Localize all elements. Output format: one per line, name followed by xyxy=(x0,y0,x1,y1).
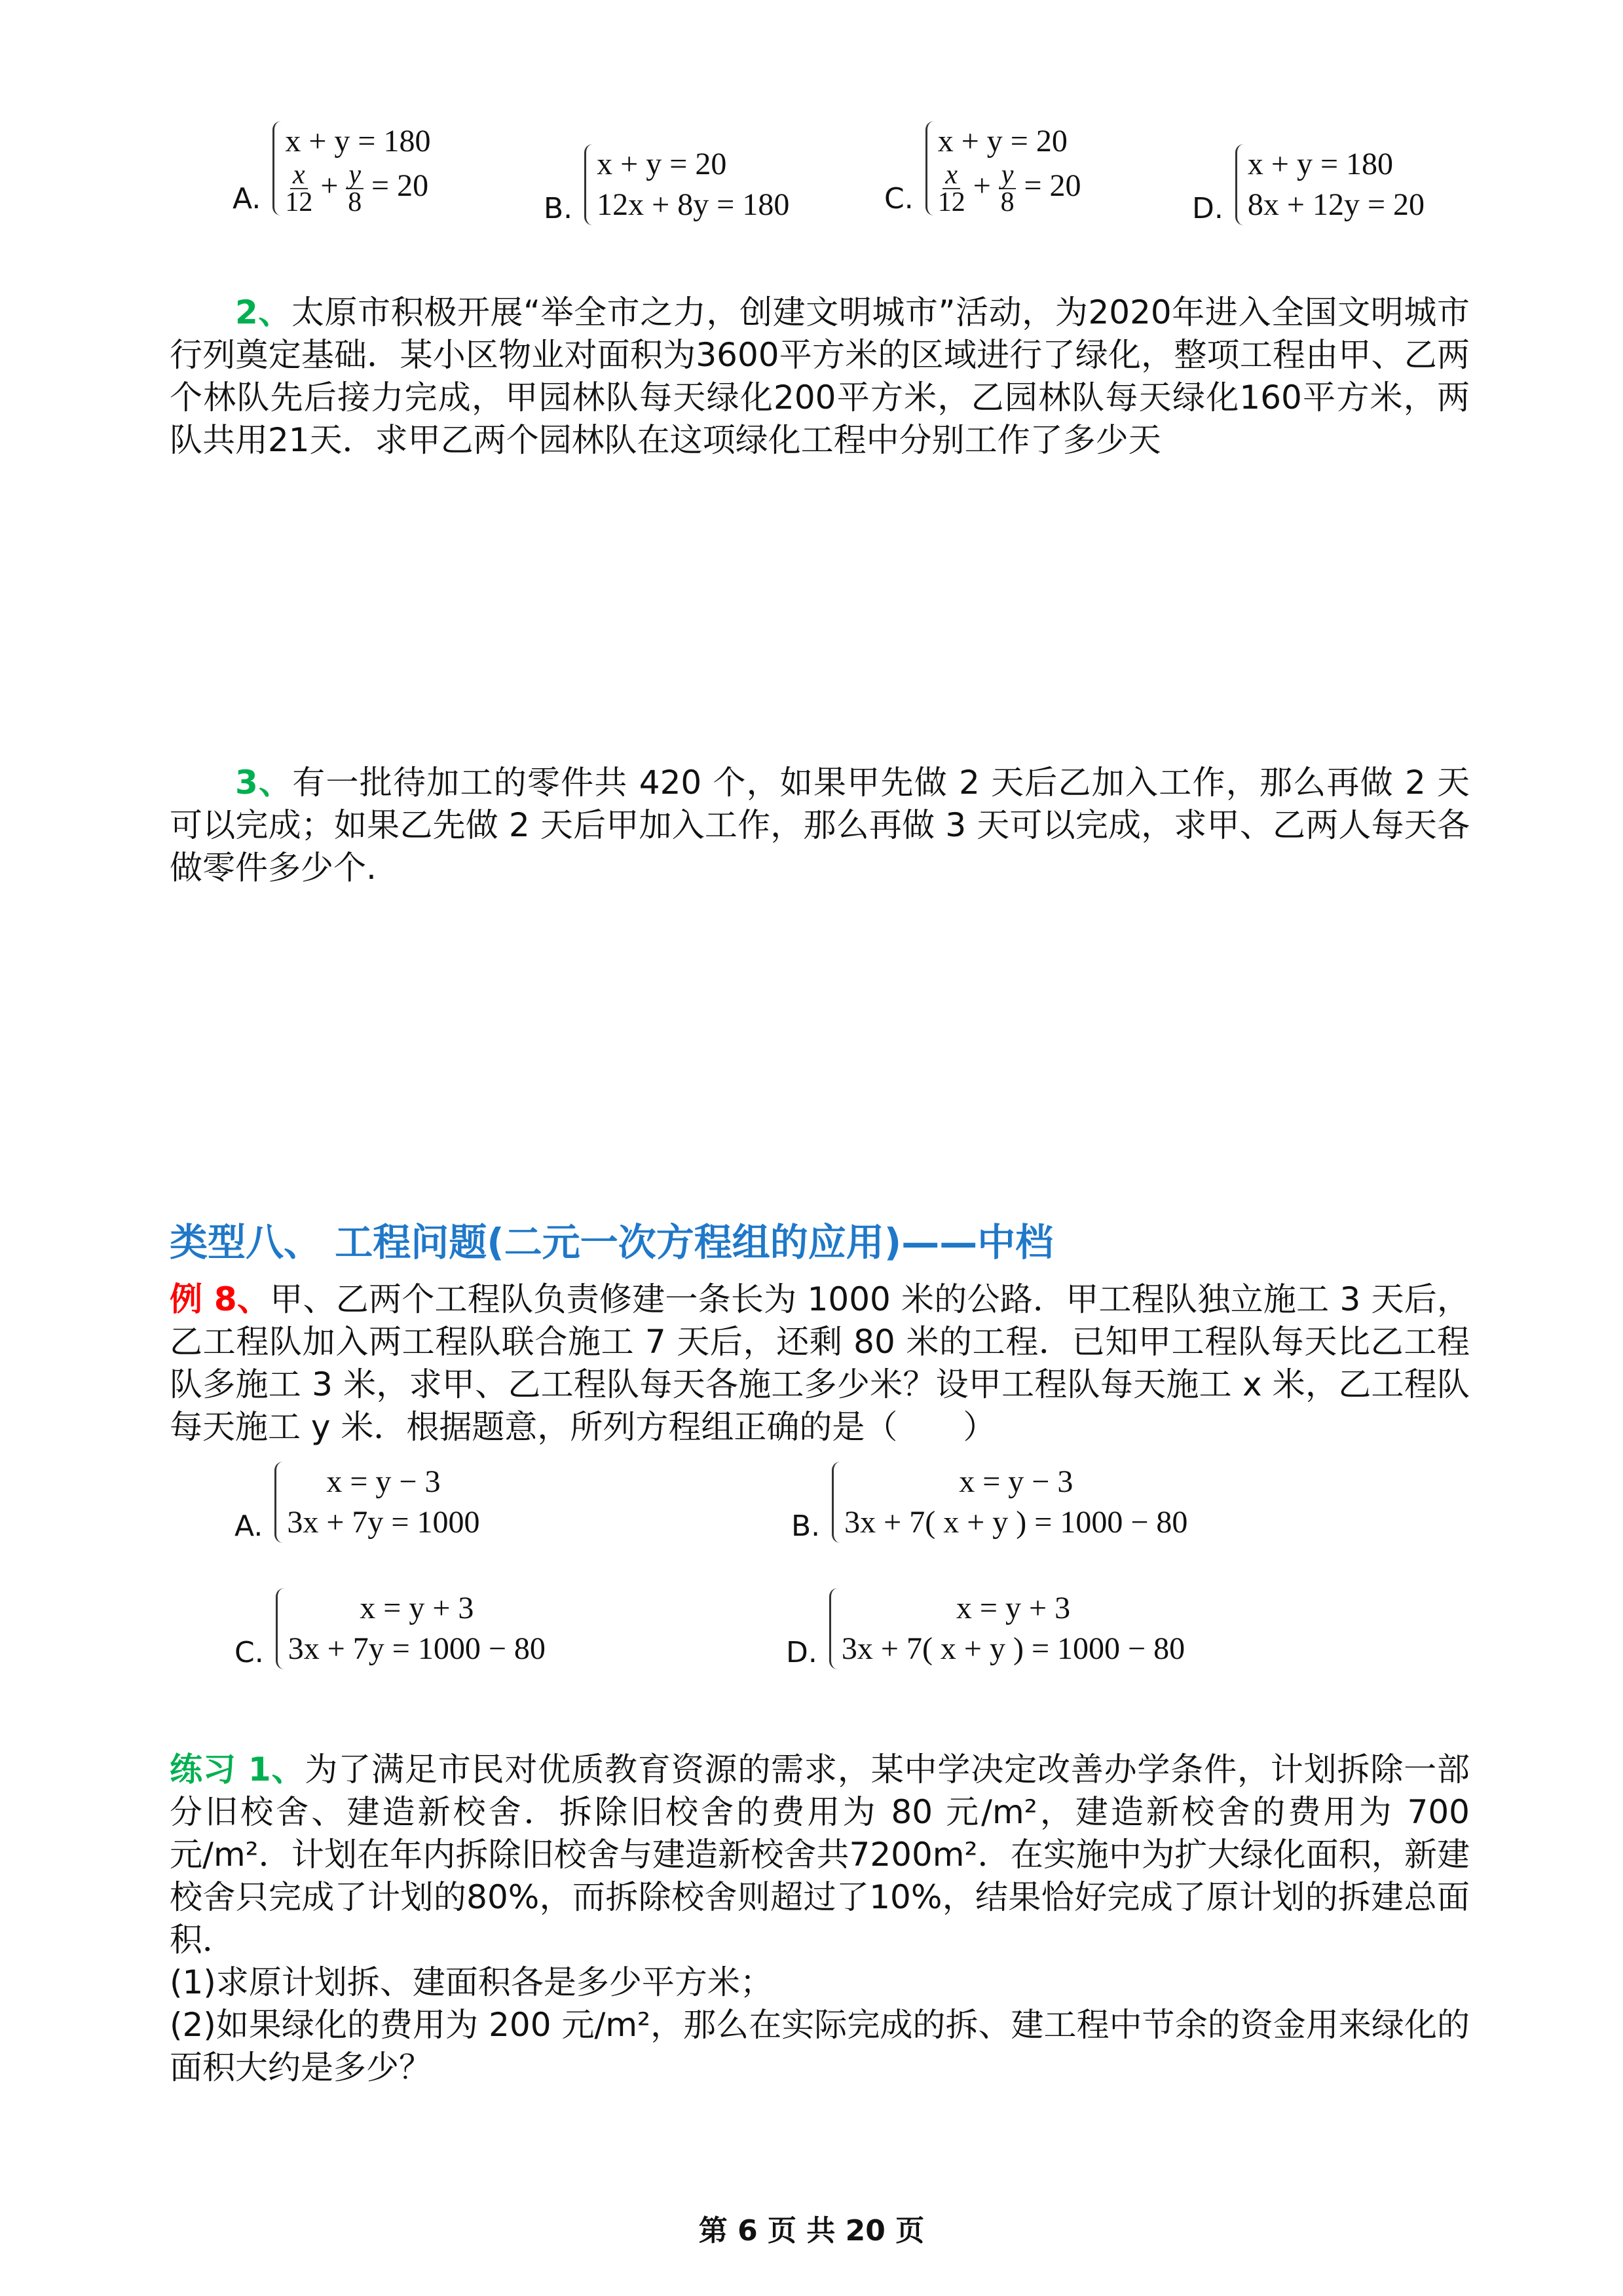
ex8-option-c xyxy=(234,1588,546,1669)
q1-option-a xyxy=(233,121,430,215)
equation: x = y − 3 xyxy=(326,1464,441,1499)
problem-number: 3、 xyxy=(235,764,293,802)
sub-question-2: (2)如果绿化的费用为 200 元/m²，那么在实际完成的拆、建工程中节余的资金用来绿化的面积大约是多少？ xyxy=(170,2006,1470,2086)
equation-system xyxy=(829,1588,1185,1669)
problem-3 xyxy=(170,762,1470,889)
equation-system xyxy=(584,144,789,225)
option-label: C. xyxy=(884,182,914,215)
equation-system xyxy=(276,1588,546,1669)
option-label: C. xyxy=(234,1636,264,1669)
equation: $\frac{x}{12}$ + $\frac{y}{8}$ = 20 xyxy=(937,160,1081,217)
problem-text: 有一批待加工的零件共 420 个，如果甲先做 2 天后乙加入工作，那么再做 2 天可以完成；如果乙先做 2 天后甲加入工作，那么再做 3 天可以完成，求甲、乙两人每天各做零件多少个. xyxy=(170,764,1470,887)
equation-system xyxy=(272,121,430,215)
brace xyxy=(272,121,281,215)
equation: 3x + 7y = 1000 xyxy=(287,1505,480,1540)
equation: x = y + 3 xyxy=(956,1591,1071,1625)
equation: x + y = 180 xyxy=(1247,147,1394,181)
equation: x = y + 3 xyxy=(360,1591,474,1625)
equation: $\frac{x}{12}$ + $\frac{y}{8}$ = 20 xyxy=(285,160,429,217)
equation: 12x + 8y = 180 xyxy=(597,187,790,222)
option-label: A. xyxy=(233,182,261,215)
option-label: D. xyxy=(786,1636,817,1669)
equation: x = y − 3 xyxy=(959,1464,1073,1499)
equation-system xyxy=(925,121,1081,215)
ex8-option-b xyxy=(791,1462,1187,1543)
option-label: B. xyxy=(544,192,573,225)
example-text: 甲、乙两个工程队负责修建一条长为 1000 米的公路．甲工程队独立施工 3 天后，乙工程队加入两工程队联合施工 7 天后，还剩 80 米的工程．已知甲工程队每天比乙工程队多施工 3 米，求甲、乙工程队每天各施工多少米？设甲工程队每天施工 x 米，乙工程队每天施工 y 米．根据题意，所列方程组正确的是（ ） xyxy=(170,1280,1470,1446)
option-label: D. xyxy=(1192,192,1223,225)
sub-question-1: (1)求原计划拆、建面积各是多少平方米； xyxy=(170,1963,773,2001)
equation: 8x + 12y = 20 xyxy=(1247,187,1425,222)
example-number: 例 8、 xyxy=(170,1280,270,1318)
problem-2 xyxy=(170,291,1470,462)
practice-text: 为了满足市民对优质教育资源的需求，某中学决定改善办学条件，计划拆除一部分旧校舍、建造新校舍．拆除旧校舍的费用为 80 元/m²，建造新校舍的费用为 700 元/m²．计划在年内拆除旧校舍与建造新校舍共7200m²．在实施中为扩大绿化面积，新建校舍只完成了计划的80%，而拆除校舍则超过了10%，结果恰好完成了原计划的拆建总面积． xyxy=(170,1750,1470,1959)
problem-text: 太原市积极开展“举全市之力，创建文明城市”活动，为2020年进入全国文明城市行列奠定基础．某小区物业对面积为3600平方米的区域进行了绿化，整项工程由甲、乙两个林队先后接力完成，甲园林队每天绿化200平方米，乙园林队每天绿化160平方米，两队共用21天．求甲乙两个园林队在这项绿化工程中分别工作了多少天 xyxy=(170,293,1470,459)
equation-system xyxy=(1235,144,1425,225)
ex8-option-a xyxy=(234,1462,479,1543)
option-label: B. xyxy=(791,1509,821,1543)
practice-number: 练习 1、 xyxy=(170,1750,305,1788)
practice-1 xyxy=(170,1749,1470,2089)
equation: x + y = 20 xyxy=(937,124,1068,158)
problem-number: 2、 xyxy=(235,293,291,331)
q1-option-b xyxy=(544,144,789,225)
section-heading: 类型八、 工程问题(二元一次方程组的应用)——中档 xyxy=(170,1220,1054,1265)
ex8-option-d xyxy=(786,1588,1185,1669)
equation: x + y = 180 xyxy=(285,124,431,158)
equation: 3x + 7( x + y ) = 1000 − 80 xyxy=(841,1631,1185,1666)
q1-option-c xyxy=(884,121,1081,215)
equation: 3x + 7( x + y ) = 1000 − 80 xyxy=(844,1505,1188,1540)
equation: 3x + 7y = 1000 − 80 xyxy=(288,1631,546,1666)
equation-system xyxy=(832,1462,1187,1543)
q1-option-d xyxy=(1192,144,1425,225)
option-label: A. xyxy=(234,1509,263,1543)
page-footer: 第 6 页 共 20 页 xyxy=(698,2214,925,2248)
equation: x + y = 20 xyxy=(597,147,727,181)
equation-system xyxy=(274,1462,479,1543)
example-8 xyxy=(170,1278,1470,1449)
